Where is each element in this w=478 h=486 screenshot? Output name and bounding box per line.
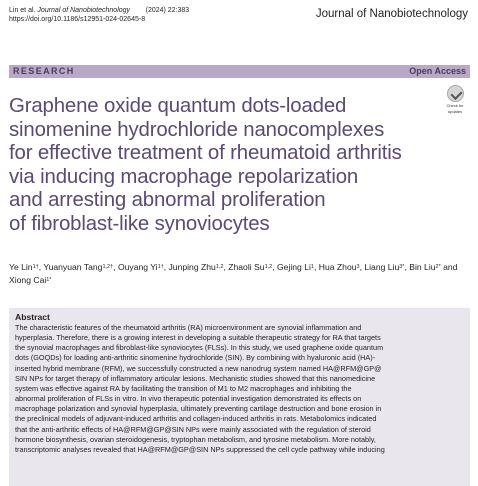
author-affiliation: 1,2 — [264, 264, 273, 270]
author[interactable] — [277, 262, 314, 272]
abstract-box — [9, 308, 470, 486]
author[interactable] — [364, 262, 404, 272]
author-affiliation: 1 — [310, 264, 314, 270]
updates-line-1: Check for — [446, 103, 464, 108]
author[interactable] — [9, 262, 39, 272]
author-name: Junping Zhu — [168, 262, 216, 272]
title-line: of fibroblast-like synoviocytes — [9, 212, 270, 235]
citation-authors: Lin et al. — [9, 7, 36, 14]
abstract-line: the preclinical models of adjuvant-induced arthritis and collagen-induced arthritis in rats. Metabolomics indicated — [15, 414, 377, 424]
article-title — [9, 95, 434, 236]
abstract-line: the synovial macrophages and fibroblast-like synoviocytes (FLSs). In this study, we used graphene oxide quantum — [15, 343, 384, 353]
citation — [9, 6, 189, 24]
journal-name: Journal of Nanobiotechnology — [315, 8, 468, 20]
author-name: Gejing Li — [277, 262, 311, 272]
author-name: Bin Liu — [409, 262, 436, 272]
citation-journal: Journal of Nanobiotechnology — [37, 7, 131, 14]
author-name: Ouyang Yi — [117, 262, 158, 272]
author[interactable] — [409, 262, 440, 272]
author-affiliation: 1,2 — [215, 264, 224, 270]
author-list: Ye Lin$^{1\dagger}$, Yuanyuan Tang$^{1,2\dagger}$, Ouyang $Yi^{1\dagger}$, Junping Zhu$^{1,2}$, Zhaoli Su$^{1,2}$, Gejing Li$^1$, Hua Zhou$^3$, Liang Liu$^{3*}$, Bin Liu$^{2*}$ and Xiong Cai$^{1*}$ — [9, 262, 458, 285]
abstract-line: dots (GOQDs) for loading anti-arthritic sinomenine hydrochloride (SIN). By combining with hyaluronic acid (HA)- — [15, 353, 376, 363]
title-line: Graphene oxide quantum dots-loaded — [9, 95, 347, 117]
updates-line-2: updates — [447, 109, 463, 114]
section-label: RESEARCH — [13, 66, 75, 76]
abstract-line: transcriptomic analyses revealed that HA@RFM@GP@SIN NPs suppressed the cell cycle pathway while inducing — [15, 444, 385, 454]
check-updates-icon — [447, 85, 464, 102]
abstract-body — [15, 323, 462, 455]
article-type-banner — [9, 65, 470, 78]
author[interactable] — [169, 262, 224, 272]
abstract-line: system was effective against RA by facilitating the transition of M1 to M2 macrophages and inhibiting the — [15, 383, 352, 393]
abstract-line: hyperplasia. Therefore, there is a growing interest in developing a suitable therapeutic strategy for RA that targets — [15, 333, 381, 343]
check-for-updates-badge[interactable] — [442, 85, 468, 115]
author-name: Zhaoli Su — [228, 262, 265, 272]
open-access-label: Open Access — [409, 66, 466, 76]
title-line: via inducing macrophage repolarization — [9, 165, 359, 188]
author[interactable] — [9, 275, 51, 285]
title-line: sinomenine hydrochloride nanocomplexes — [9, 118, 385, 141]
author-affiliation: 3 — [356, 264, 360, 270]
author[interactable] — [118, 262, 164, 272]
doi-link[interactable]: https://doi.org/10.1186/s12951-024-02645-8 — [9, 16, 146, 23]
author-affiliation: 2* — [435, 264, 441, 270]
citation-line-1 — [9, 6, 189, 15]
author-name: Liang Liu — [364, 262, 400, 272]
author-name: Hua Zhou — [318, 262, 357, 272]
author-name: Ye Lin — [9, 262, 33, 272]
abstract-line: inserted hybrid membrane (RFM), we successfully constructed a new nanodrug system named HA@RFM@GP@ — [15, 363, 382, 373]
author[interactable] — [43, 262, 113, 272]
author-name: Yuanyuan Tang — [43, 262, 103, 272]
abstract-heading: Abstract — [15, 312, 50, 322]
abstract-line: hormone biosynthesis, ovarian steroidogenesis, tryptophan metabolism, and tyrosine metabolism. More notably, — [15, 434, 376, 444]
author-affiliation: 3* — [399, 264, 405, 270]
abstract-line: that the anti-arthritic effects of HA@RFM@GP@SIN NPs were mainly associated with the regulation of steroid — [15, 424, 371, 434]
title-line: for effective treatment of rheumatoid arthritis — [9, 142, 402, 164]
author[interactable] — [319, 262, 360, 272]
abstract-line: macrophage polarization and synovial hyperplasia, ultimately preventing cartilage destruction and bone erosion in — [15, 404, 382, 414]
citation-volume: (2024) 22:383 — [145, 7, 190, 14]
author-name: Xiong Cai — [9, 274, 47, 285]
author[interactable] — [228, 262, 272, 272]
author-affiliation: 1† — [157, 264, 164, 270]
abstract-line: abnormal proliferation of FLSs in vitro. In vivo therapeutic potential investigation demonstrated its effects on — [15, 394, 362, 404]
author-affiliation: 1† — [32, 264, 39, 270]
title-line: and arresting abnormal proliferation — [9, 189, 326, 211]
abstract-line: The characteristic features of the rheumatoid arthritis (RA) microenvironment are synovial inflammation and — [15, 323, 362, 332]
abstract-line: SIN NPs for target therapy of inflammatory articular lesions. Mechanistic studies showed that this nanomedicine — [15, 373, 376, 383]
author-affiliation: 1* — [46, 276, 52, 283]
author-affiliation: 1,2† — [102, 264, 114, 270]
